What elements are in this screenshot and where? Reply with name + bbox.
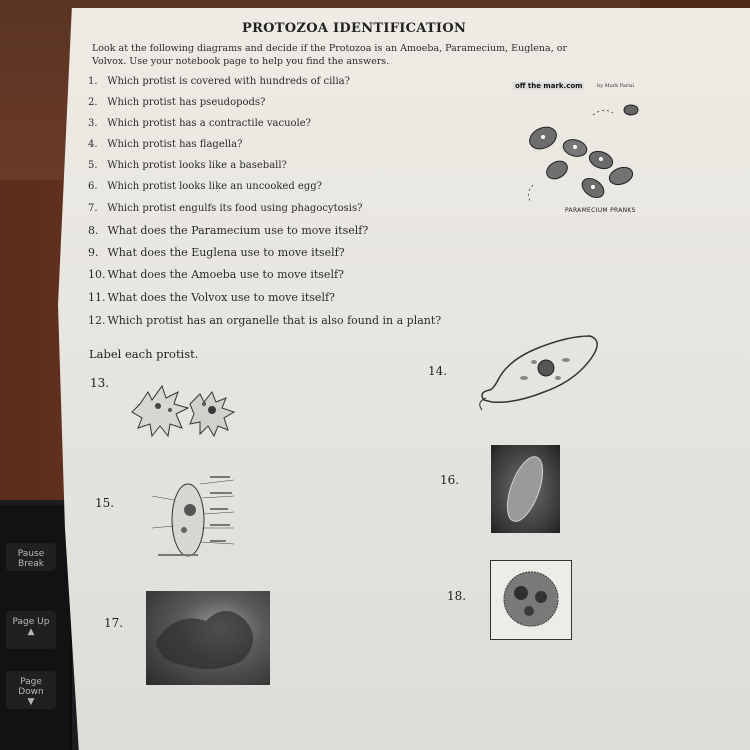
question-text: What does the Euglena use to move itself? [107,246,345,259]
question-text: What does the Paramecium use to move itself? [107,224,369,237]
volvox-colony [491,561,571,639]
question-text: Which protist has flagella? [107,139,243,150]
question-7 [88,203,362,214]
figure-number-16: 16. [440,473,460,487]
key-label: Page Up [12,617,50,627]
question-text: What does the Amoeba use to move itself? [107,268,344,281]
question-number: 4. [88,139,98,150]
question-number: 8. [88,224,99,237]
euglena-illustration [474,332,602,412]
question-10 [88,268,344,281]
question-6 [88,181,322,192]
question-number: 12. [88,314,106,327]
question-number: 10. [88,268,106,281]
key-page-up[interactable]: Page Up ▲ [6,611,56,649]
figure-number-18: 18. [447,589,467,603]
question-text: Which protist is covered with hundreds of cilia? [107,76,350,87]
question-text: Which protist looks like a baseball? [107,160,287,171]
keyboard-edge [0,505,72,750]
amoeba-cell-shape [146,591,270,685]
cartoon-drawing [513,90,643,215]
question-1 [88,76,350,87]
cartoon-credit: by Mark Parisi [597,83,634,89]
question-5 [88,160,287,171]
paramecium-cell-shape [491,445,560,533]
figure-number-17: 17. [104,616,124,630]
question-11 [88,291,335,304]
amoeba-illustration [130,374,240,440]
paramecium-micrograph [491,445,560,533]
question-number: 2. [88,97,98,108]
key-pause-break[interactable] [6,543,56,571]
question-3 [88,118,311,129]
question-number: 1. [88,76,98,87]
question-8 [88,224,368,237]
question-number: 3. [88,118,98,129]
question-number: 11. [88,291,106,304]
question-9 [88,246,345,259]
question-2 [88,97,265,108]
question-number: 7. [88,203,98,214]
key-label: Pause Break [17,549,45,569]
figure-number-14: 14. [428,364,448,378]
paramecium-labeled-diagram [150,470,240,566]
label-heading: Label each protist. [89,347,199,361]
question-text: Which protist has pseudopods? [107,97,266,108]
question-text: What does the Volvox use to move itself? [107,291,335,304]
question-text: Which protist looks like an uncooked egg? [107,181,322,192]
volvox-illustration [490,560,572,640]
question-12 [88,314,441,327]
question-number: 6. [88,181,98,192]
key-label: Page Down [18,677,44,697]
figure-number-15: 15. [95,496,115,510]
cartoon-caption: PARAMECIUM PRANKS [565,207,636,214]
question-text: Which protist has a contractile vacuole? [107,118,312,129]
key-page-down[interactable]: Page Down ▼ [6,671,56,709]
worksheet-instructions: Look at the following diagrams and decide if the Protozoa is an Amoeba, Paramecium, Euglena, or Volvox. Use your notebook page to help you find the answers. [92,43,568,67]
worksheet-title: PROTOZOA IDENTIFICATION [242,21,467,36]
paramecium-cartoon [513,82,643,217]
question-number: 5. [88,160,98,171]
question-4 [88,139,242,150]
question-text: Which protist engulfs its food using phagocytosis? [107,203,363,214]
figure-number-13: 13. [90,376,110,390]
question-number: 9. [88,246,99,259]
question-text: Which protist has an organelle that is also found in a plant? [107,314,442,327]
amoeba-micrograph [146,591,270,685]
cartoon-header: off the mark.com [515,82,583,90]
